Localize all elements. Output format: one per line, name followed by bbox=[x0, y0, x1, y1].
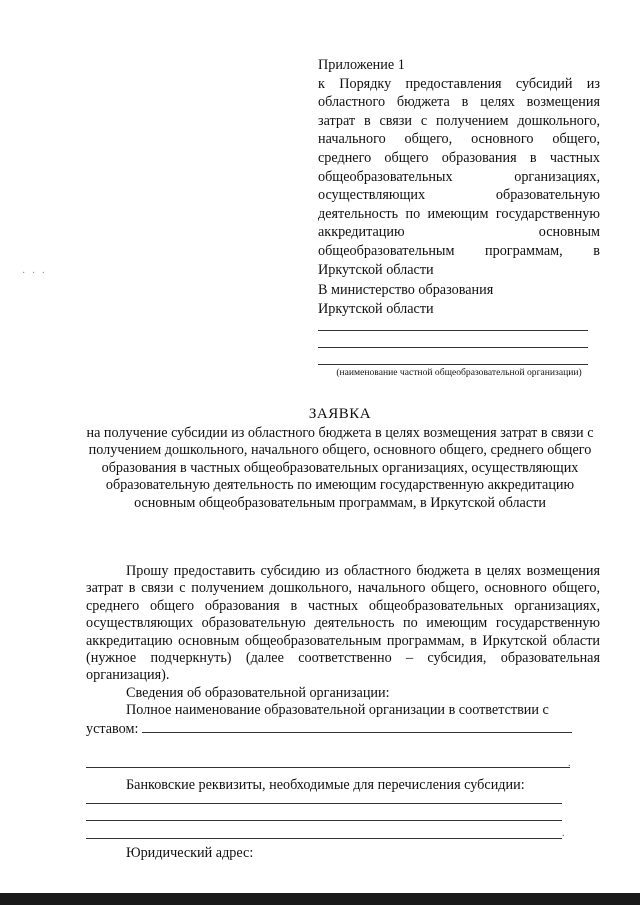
organization-name-caption: (наименование частной общеобразовательной организации) bbox=[336, 367, 582, 378]
application-subtitle: на получение субсидии из областного бюджета в целях возмещения затрат в связи с получением дошкольного, начального общего, основного общего, среднего общего образования в частных общеобразовательных организациях, осуществляющих образовательную деятельность по имеющим государственную аккредитацию основным общеобразовательным программам, в Иркутской области bbox=[86, 424, 594, 511]
request-paragraph: Прошу предоставить субсидию из областного бюджета в целях возмещения затрат в связи с получением дошкольного, начального общего, основного общего, среднего общего образования в частных общеобразовательных организациях, осуществляющих образовательную деятельность по имеющим государственную аккредитацию основным общеобразовательным программам, в Иркутской области (нужное подчеркнуть) (далее соответственно – субсидия, образовательная организация). bbox=[86, 563, 600, 684]
organization-info-label: Сведения об образовательной организации: bbox=[126, 684, 390, 701]
bank-details-line-3[interactable] bbox=[86, 838, 562, 839]
scan-artifact: · · · bbox=[22, 268, 47, 279]
recipient-block bbox=[318, 281, 600, 318]
recipient-line-1: В министерство образования bbox=[318, 282, 494, 298]
full-name-paragraph bbox=[86, 702, 600, 738]
appendix-title: Приложение 1 bbox=[318, 57, 405, 73]
application-body bbox=[86, 563, 600, 738]
organization-name-line-2[interactable] bbox=[318, 347, 588, 348]
organization-name-line-3[interactable] bbox=[318, 364, 588, 365]
bank-details-line-1[interactable] bbox=[86, 803, 562, 804]
organization-name-line-1[interactable] bbox=[318, 330, 588, 331]
appendix-block bbox=[318, 56, 600, 279]
scan-bottom-edge bbox=[0, 893, 640, 905]
full-name-field[interactable] bbox=[142, 720, 572, 733]
application-title: ЗАЯВКА bbox=[308, 406, 372, 422]
recipient-line-2: Иркутской области bbox=[318, 300, 434, 317]
appendix-text: к Порядку предоставления субсидий из областного бюджета в целях возмещения затрат в связи с получением дошкольного, начального общего, основного общего, среднего общего образования в частных общеобразовательных организациях, осуществляющих образовательную деятельность по имеющим государственную аккредитацию основным общеобразовательным программам, в Иркутской области bbox=[318, 75, 600, 278]
application-heading bbox=[80, 406, 600, 513]
legal-address-label: Юридический адрес: bbox=[126, 845, 254, 861]
scan-dot: . bbox=[562, 828, 565, 839]
bank-details-line-2[interactable] bbox=[86, 820, 562, 821]
full-name-line-2[interactable] bbox=[86, 767, 570, 768]
full-name-label: Полное наименование образовательной организации в соответствии с уставом: bbox=[86, 702, 549, 737]
scan-dot: . bbox=[568, 758, 571, 769]
bank-details-label: Банковские реквизиты, необходимые для перечисления субсидии: bbox=[126, 777, 525, 793]
